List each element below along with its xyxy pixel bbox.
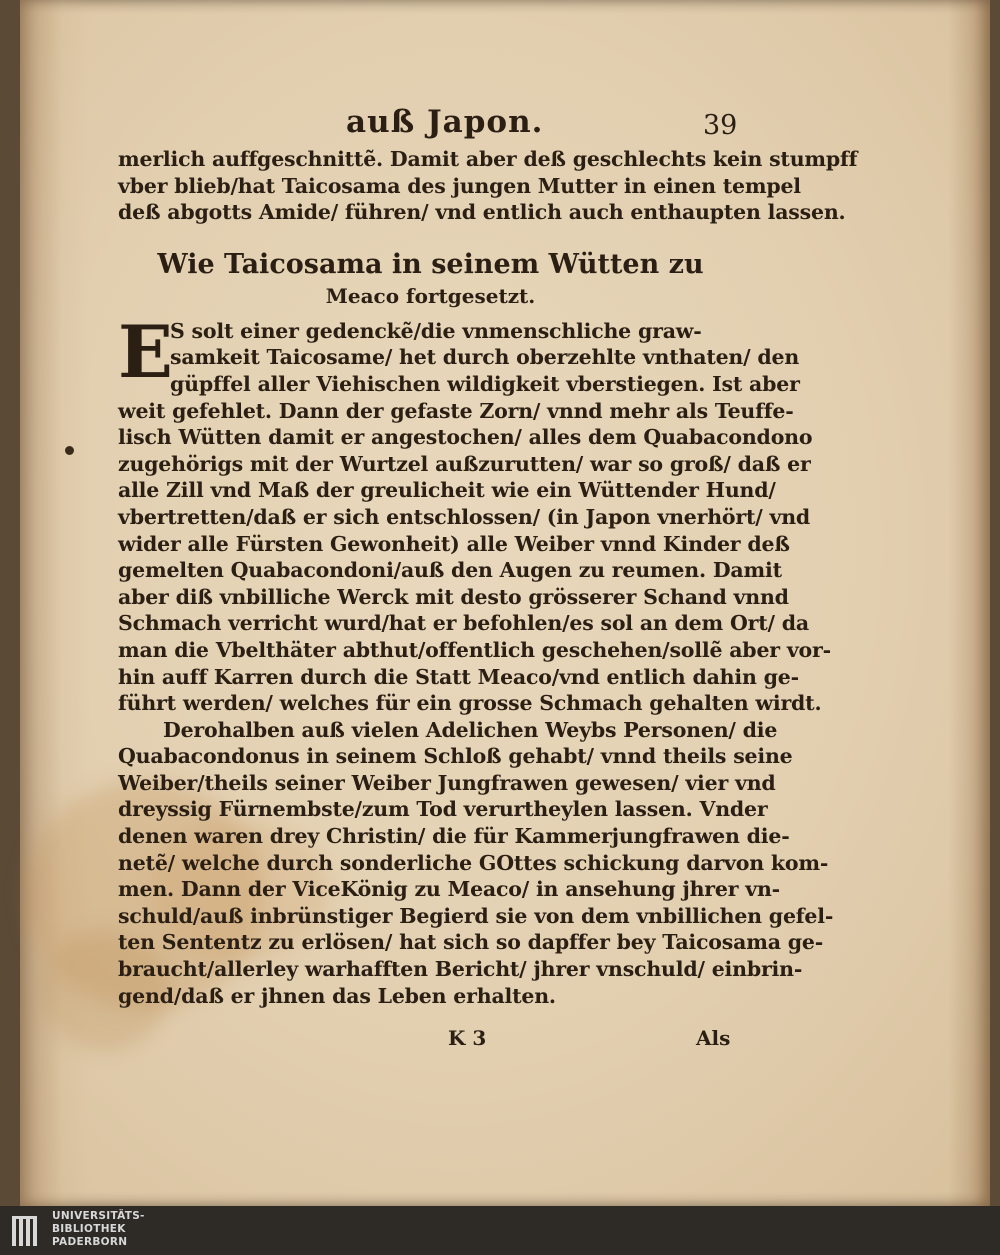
text-line: weit gefehlet. Dann der gefaste Zorn/ vnnd mehr als Teuffe- [118,398,794,423]
page-header [118,96,743,146]
text-line: Schmach verricht wurd/hat er befohlen/es sol an dem Ort/ da [118,611,809,636]
logo-line: BIBLIOTHEK [52,1223,126,1235]
library-logo-icon [10,1214,42,1248]
text-line: führt werden/ welches für ein grosse Schmach gehalten wirdt. [118,691,822,716]
text-line: vbertretten/daß er sich entschlossen/ (in Japon vnerhört/ vnd [118,504,811,529]
ink-spot [65,446,74,455]
text-line: man die Vbelthäter abthut/offentlich geschehen/sollẽ aber vor- [118,637,831,662]
running-head: auß Japon. [346,104,544,140]
text-line: Weiber/theils seiner Weiber Jungfrawen gewesen/ vier vnd [118,770,776,795]
text-line: gemelten Quabacondoni/auß den Augen zu reumen. Damit [118,558,782,583]
catchword: Als [696,1026,731,1050]
text-line: men. Dann der ViceKönig zu Meaco/ in ansehung jhrer vn- [118,877,780,902]
text-line: hin auff Karren durch die Statt Meaco/vnd entlich dahin ge- [118,664,799,689]
text-line: netẽ/ welche durch sonderliche GOttes schickung darvon kom- [118,850,829,875]
text-line: schuld/auß inbrünstiger Begierd sie von dem vnbillichen gefel- [118,903,834,928]
text-line: ten Sententz zu erlösen/ hat sich so dapffer bey Taicosama ge- [118,930,824,955]
paragraph-2 [118,717,834,1010]
section-heading [118,248,743,310]
text-line: deß abgotts Amide/ führen/ vnd entlich auch enthaupten lassen. [118,200,846,225]
section-subtitle: Meaco fortgesetzt. [325,283,536,308]
text-line: wider alle Fürsten Gewonheit) alle Weiber vnnd Kinder deß [118,531,790,556]
text-line: aber diß vnbilliche Werck mit desto grösserer Schand vnnd [118,584,789,609]
page-number: 39 [703,110,738,141]
text-line: Derohalben auß vielen Adelichen Weybs Personen/ die [163,717,778,742]
signature-mark: K 3 [448,1026,487,1050]
page-footer [118,1026,743,1056]
text-line: lisch Wütten damit er angestochen/ alles dem Quabacondono [118,425,813,450]
text-line: S solt einer gedenckẽ/die vnmenschliche graw- [170,318,702,343]
spacer [118,226,743,248]
library-logo-text [52,1210,145,1249]
text-line: vber blieb/hat Taicosama des jungen Mutter in einen tempel [118,173,801,198]
logo-line: UNIVERSITÄTS- [52,1210,145,1222]
text-line: samkeit Taicosame/ het durch oberzehlte vnthaten/ den [170,345,800,370]
library-footer-bar [0,1206,1000,1255]
logo-line: PADERBORN [52,1236,128,1248]
drop-cap: E [118,308,173,394]
text-line: merlich auffgeschnittẽ. Damit aber deß geschlechts kein stumpff [118,147,858,171]
page-edge-shadow [948,0,990,1206]
text-line: braucht/allerley warhafften Bericht/ jhrer vnschuld/ einbrin- [118,957,803,982]
text-line: güpffel aller Viehischen wildigkeit vberstiegen. Ist aber [170,371,800,396]
paragraph-1 [118,308,831,717]
section-title: Wie Taicosama in seinem Wütten zu [157,248,704,280]
text-line: denen waren drey Christin/ die für Kammerjungfrawen die- [118,824,790,849]
page-text [118,96,858,1009]
text-line: alle Zill vnd Maß der greulicheit wie ein Wüttender Hund/ [118,478,776,503]
text-line: dreyssig Fürnembste/zum Tod verurtheylen lassen. Vnder [118,797,768,822]
opening-lines [118,146,858,226]
text-line: zugehörigs mit der Wurtzel außzurutten/ war so groß/ daß er [118,451,811,476]
text-line: Quabacondonus in seinem Schloß gehabt/ vnnd theils seine [118,744,793,769]
text-line: gend/daß er jhnen das Leben erhalten. [118,983,556,1008]
